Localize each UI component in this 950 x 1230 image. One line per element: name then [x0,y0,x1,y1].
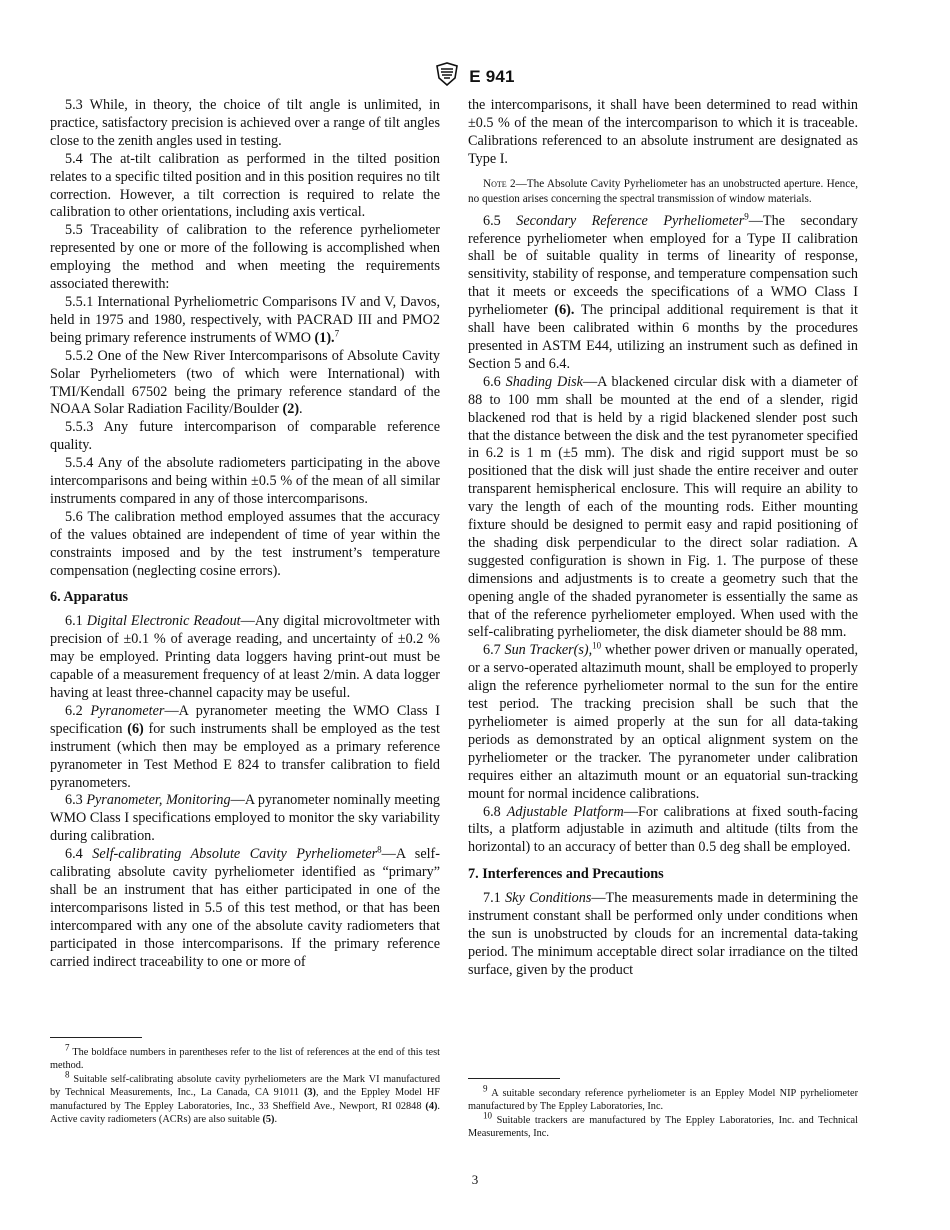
section-7-heading: 7. Interferences and Precautions [468,866,664,883]
footnotes-right [468,1078,858,1141]
footnote-7: $^7$ The boldface numbers in parentheses refer to the list of references at the end of this test method. [50,1042,440,1072]
footnote-rule [50,1037,142,1038]
left-column [50,97,440,972]
section-6-7: 6.7 Sun Tracker(s),$^{10}$ whether power driven or manually operated, or a servo-operated altazimuth mount, shall be employed to properly align the reference pyrheliometer normal to the sun for the entire test period. The tracking precision shall be such that the pyrheliometer is aimed properly at the sun for all data-taking periods as demonstrated by an optical alignment system on the pyrheliometer or the tracker. The pyranometer under calibration requires either an altazimuth mount or an equatorial sun-tracking mount for normal incidence calibrations. [468,640,859,802]
footnotes-left [50,1037,440,1126]
page-number: 3 [471,1172,479,1187]
footnote-8: $^8$ Suitable self-calibrating absolute cavity pyrheliometers are the Mark VI manufactured by Technical Measurements, Inc., La Canada, CA 91011 (3), and the Eppley Model HF manufactured by The Eppley Laboratories, Inc., 33 Sheffield Ave., Newport, RI 02848 (4). Active cavity radiometers (ACRs) are also suitable (5). [50,1069,440,1126]
section-5-6: 5.6 The calibration method employed assumes that the accuracy of the values obtained are independent of time of year within the constraints imposed and by the test instrument’s temperature compensation (neglecting cosine errors). [50,508,440,579]
section-5-5-4: 5.5.4 Any of the absolute radiometers participating in the above intercomparisons and being within ±0.5 % of the mean of all similar instruments compared in any of those intercomparisons. [50,455,440,507]
standard-designation: E 941 [469,66,515,86]
section-6-1: 6.1 Digital Electronic Readout—Any digital microvoltmeter with precision of ±0.1 % of average reading, and uncertainty of ±0.2 % may be employed. Printing data loggers having print-out must be capable of a measurement frequency of at least 2/min. A data logger having at least three-channel capacity may be useful. [50,613,441,701]
section-6-3: 6.3 Pyranometer, Monitoring—A pyranometer nominally meeting WMO Class I specifications employed to monitor the sky variability during calibration. [50,792,441,845]
section-5-4: 5.4 The at-tilt calibration as performed in the tilted position relates to a specific tilted position and in this position requires no tilt correction. However, a tilt correction is required to relate the calibration to other orientations, including axis vertical. [50,150,440,221]
page-header [0,62,950,91]
section-6-8: 6.8 Adjustable Platform—For calibrations at fixed south-facing tilts, a platform adjustable in azimuth and altitude (tilts from the horizontal) to an accuracy of better than 0.5 deg shall be employed. [468,803,859,856]
section-5-5-3: 5.5.3 Any future intercomparison of comparable reference quality. [50,419,440,454]
section-5-5: 5.5 Traceability of calibration to the reference pyrheliometer represented by one or more of the following is accomplished when employing the method and when meeting the requirements associated therewith: [50,222,440,293]
section-6-4: 6.4 Self-calibrating Absolute Cavity Pyrheliometer$^8$—A self-calibrating absolute cavity pyrheliometer identified as “primary” shall be an instrument that has either participated in one of the intercomparisons listed in 5.5 of this test method, or that has been intercompared with any one of the absolute cavity radiometers that participated in those intercomparisons. If the primary reference carried indirect traceability to one or more of [50,844,441,970]
footnote-9: $^9$ A suitable secondary reference pyrheliometer is an Eppley Model NIP pyrheliometer manufactured by The Eppley Laboratories, Inc. [468,1083,858,1113]
footnote-10: $^{10}$ Suitable trackers are manufactured by The Eppley Laboratories, Inc. and Technical Measurements, Inc. [468,1110,858,1140]
section-7-1: 7.1 Sky Conditions—The measurements made in determining the instrument constant shall be performed only under conditions when the sun is unobstructed by clouds for an incremental data-taking period. The minimum acceptable direct solar irradiance on the tilted surface, given by the product [468,890,859,978]
section-6-2: 6.2 Pyranometer—A pyranometer meeting the WMO Class I specification (6) for such instruments shall be employed as the test instrument (which then may be employed as a primary reference pyranometer in Test Method E 824 to transfer calibration to field pyranometers. [50,702,441,791]
section-5-5-2: 5.5.2 One of the New River Intercomparisons of Absolute Cavity Solar Pyrheliometers (two of which were International) with TMI/Kendall 67502 being the primary reference standard of the NOAA Solar Radiation Facility/Boulder (2). [50,347,440,418]
section-5-3: 5.3 While, in theory, the choice of tilt angle is unlimited, in practice, satisfactory precision is achieved over a range of tilt angles close to the zenith angles used in testing. [50,97,440,149]
section-6-4-continued: the intercomparisons, it shall have been determined to read within ±0.5 % of the mean of the intercomparison to which it is traceable. Calibrations referenced to an absolute instrument are designated as Type I. [468,97,858,167]
astm-logo [435,62,459,91]
section-5-5-1: 5.5.1 International Pyrheliometric Comparisons IV and V, Davos, held in 1975 and 1980, respectively, with PACRAD III and PMO2 being primary reference instruments of WMO (1).$^7$ [50,293,440,346]
section-6-5: 6.5 Secondary Reference Pyrheliometer$^9$—The secondary reference pyrheliometer when employed for a Type II calibration shall be of suitable quality in terms of linearity of response, sensitivity, stability of response, and temperature compensation such that it meets or exceeds the specifications of a WMO Class I pyrheliometer (6). The principal additional requirement is that it shall have been calibrated within 6 months by the procedures presented in ASTM E44, utilizing an instrument such as defined in Section 5 and 6.4. [468,210,859,372]
note-2: Note 2—The Absolute Cavity Pyrheliometer has an unobstructed aperture. Hence, no question arises concerning the spectral transmission of window materials. [468,177,858,205]
right-column [468,97,858,980]
section-6-6: 6.6 Shading Disk—A blackened circular disk with a diameter of 88 to 100 mm shall be mounted at the end of a slender, rigid blackened rod that is held by a rigid blackened slender post such that the distance between the disk and the test pyranometer specified in 6.2 is 1 m (±5 mm). The disk and rigid support must be so positioned that the disk will just shade the entire receiver and outer transparent hemispherical enclosure. This will require an ability to vary the length of each of the mounting rods. Either mounting fixture should be designed to permit easy and rapid positioning of the shading disk perpendicular to the direct solar radiation. A suggested configuration is shown in Fig. 1. The purpose of these dimensions and adjustments is to create a geometry such that the opening angle of the shaded pyranometer is essentially the same as that of the reference pyrheliometer employed. When used with the self-calibrating pyrheliometer, the disk diameter should be 88 mm. [468,373,859,641]
section-6-heading: 6. Apparatus [50,589,129,606]
footnote-rule [468,1078,560,1079]
